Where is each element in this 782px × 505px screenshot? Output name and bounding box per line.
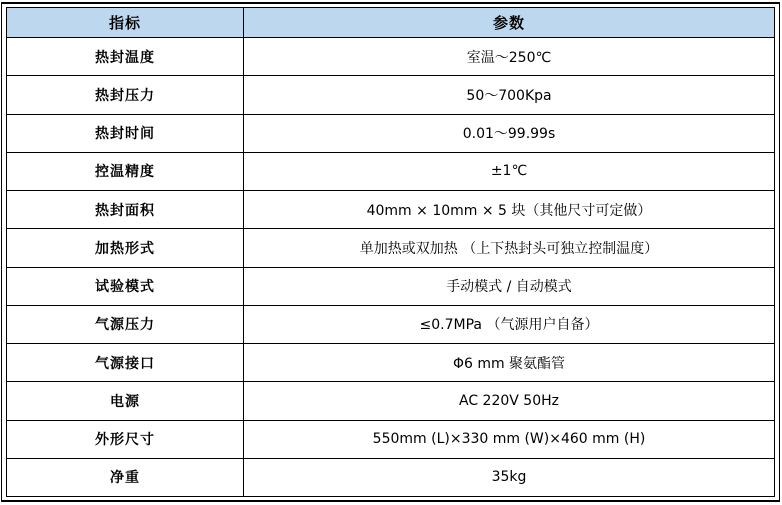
row-indicator-cell: 外形尺寸 <box>7 420 244 458</box>
table-row <box>7 152 775 190</box>
table-frame <box>1 2 780 502</box>
row-indicator-cell: 热封面积 <box>7 191 244 229</box>
row-parameter-cell: AC 220V 50Hz <box>244 382 775 420</box>
row-indicator-cell: 电源 <box>7 382 244 420</box>
row-indicator-cell: 热封温度 <box>7 38 244 76</box>
table-row <box>7 458 775 496</box>
row-indicator-cell: 热封时间 <box>7 114 244 152</box>
spec-table <box>6 7 775 497</box>
header-row <box>7 8 775 38</box>
table-row <box>7 38 775 76</box>
table-row <box>7 229 775 267</box>
row-parameter-cell: 35kg <box>244 458 775 496</box>
row-indicator-cell: 净重 <box>7 458 244 496</box>
row-indicator-cell: 热封压力 <box>7 76 244 114</box>
header-cell-parameter: 参数 <box>244 8 775 38</box>
row-parameter-cell: 手动模式 / 自动模式 <box>244 267 775 305</box>
row-parameter-cell: ≤0.7MPa （气源用户自备） <box>244 305 775 343</box>
table-row <box>7 76 775 114</box>
table-row <box>7 420 775 458</box>
table-row <box>7 305 775 343</box>
row-indicator-cell: 控温精度 <box>7 152 244 190</box>
row-parameter-cell: 单加热或双加热 （上下热封头可独立控制温度） <box>244 229 775 267</box>
row-parameter-cell: 0.01～99.99s <box>244 114 775 152</box>
row-indicator-cell: 气源接口 <box>7 344 244 382</box>
table-row <box>7 344 775 382</box>
table-row <box>7 114 775 152</box>
table-row <box>7 267 775 305</box>
row-parameter-cell: 550mm (L)×330 mm (W)×460 mm (H) <box>244 420 775 458</box>
row-parameter-cell: 室温～250℃ <box>244 38 775 76</box>
row-indicator-cell: 试验模式 <box>7 267 244 305</box>
row-parameter-cell: Φ6 mm 聚氨酯管 <box>244 344 775 382</box>
row-indicator-cell: 气源压力 <box>7 305 244 343</box>
table-row <box>7 191 775 229</box>
table-body <box>7 38 775 497</box>
row-indicator-cell: 加热形式 <box>7 229 244 267</box>
table-row <box>7 382 775 420</box>
header-cell-indicator: 指标 <box>7 8 244 38</box>
row-parameter-cell: 40mm × 10mm × 5 块（其他尺寸可定做） <box>244 191 775 229</box>
row-parameter-cell: ±1℃ <box>244 152 775 190</box>
row-parameter-cell: 50～700Kpa <box>244 76 775 114</box>
